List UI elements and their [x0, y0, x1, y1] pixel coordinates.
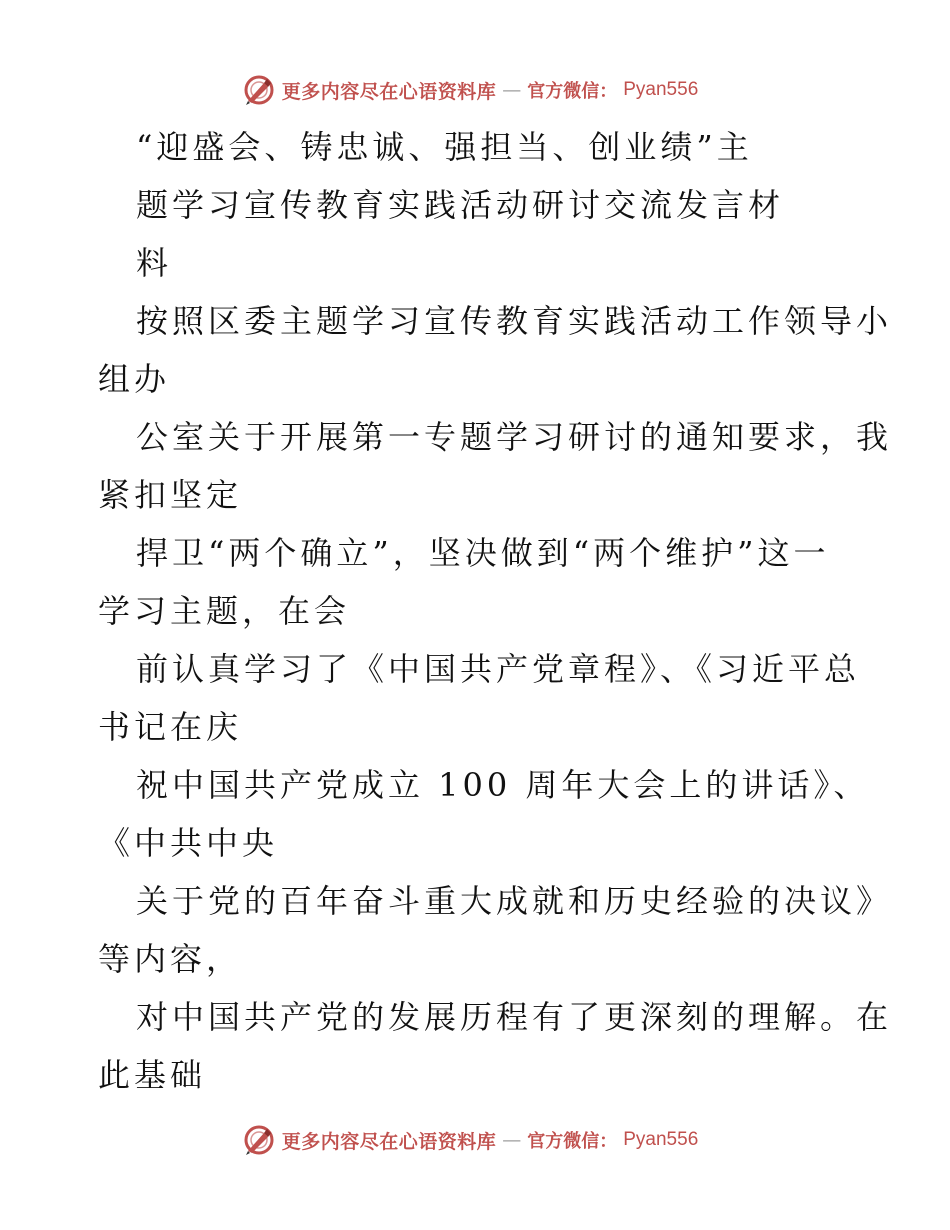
- watermark-group: [242, 73, 699, 107]
- watermark-dash: —: [502, 79, 522, 101]
- footer-watermark: [0, 1120, 950, 1160]
- text-line: 公室关于开展第一专题学习研讨的通知要求，我: [136, 418, 893, 456]
- text-line: 组办: [98, 360, 171, 398]
- pen-logo-icon: [242, 73, 276, 107]
- watermark-group: [242, 1123, 699, 1157]
- text-line: 前认真学习了《中国共产党章程》、《习近平总: [136, 650, 861, 688]
- text-line: 书记在庆: [98, 708, 243, 746]
- text-line: 紧扣坚定: [98, 476, 243, 514]
- text-line: 对中国共产党的发展历程有了更深刻的理解。在: [136, 998, 893, 1036]
- text-line: 捍卫“两个确立”，坚决做到“两个维护”这一: [136, 534, 830, 572]
- text-line: 祝中国共产党成立 100 周年大会上的讲话》、: [136, 766, 870, 804]
- text-line: 等内容，: [98, 940, 243, 978]
- text-line: 料: [136, 244, 173, 282]
- text-line: 题学习宣传教育实践活动研讨交流发言材: [136, 186, 785, 224]
- document-body: [98, 118, 893, 1104]
- watermark-wechat-label: 官方微信：: [527, 1131, 618, 1152]
- watermark-wechat-id: Pyan556: [623, 79, 699, 100]
- text-line: 按照区委主题学习宣传教育实践活动工作领导小: [136, 302, 893, 340]
- watermark-site-text: 更多内容尽在心语资料库: [281, 1130, 497, 1153]
- text-line: 此基础: [98, 1056, 207, 1094]
- pen-logo-icon: [242, 1123, 276, 1157]
- watermark-wechat-id: Pyan556: [623, 1129, 699, 1150]
- watermark-dash: —: [502, 1129, 522, 1151]
- text-line: 《中共中央: [98, 824, 279, 862]
- text-line: “迎盛会、铸忠诚、强担当、创业绩”主: [136, 128, 753, 166]
- text-line: 学习主题，在会: [98, 592, 351, 630]
- header-watermark: [0, 70, 950, 110]
- watermark-wechat-label: 官方微信：: [527, 81, 618, 102]
- watermark-site-text: 更多内容尽在心语资料库: [281, 80, 497, 103]
- text-line: 关于党的百年奋斗重大成就和历史经验的决议》: [136, 882, 893, 920]
